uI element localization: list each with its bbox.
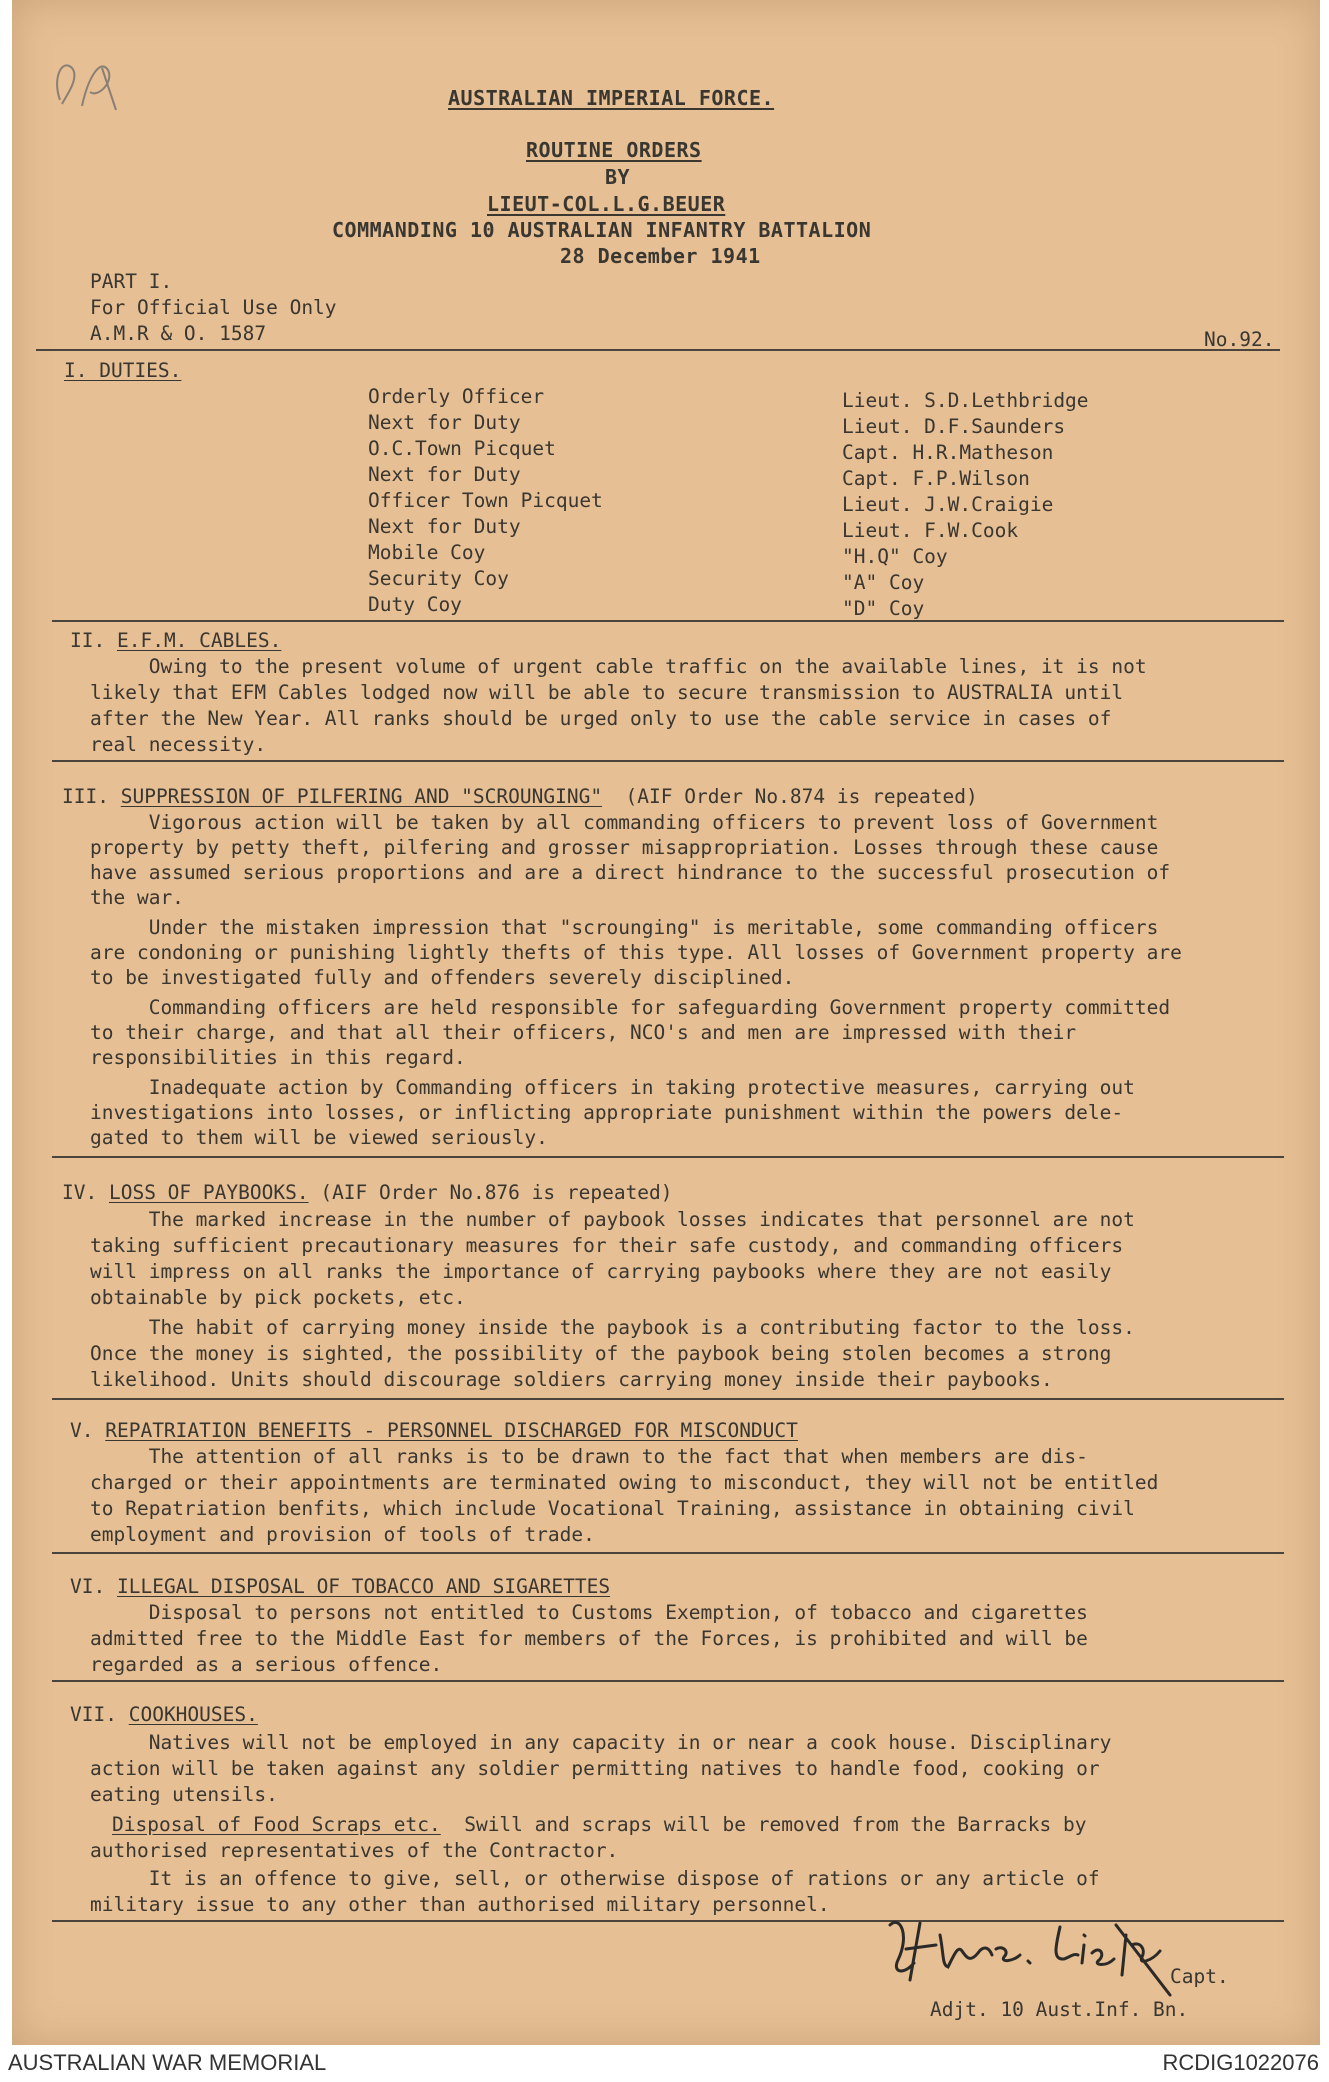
paragraph-line: Owing to the present volume of urgent cable traffic on the available lines, it is not [90,655,1147,678]
section-6-heading: VI. ILLEGAL DISPOSAL OF TOBACCO AND SIGARETTES [70,1575,611,1598]
paragraph-line: It is an offence to give, sell, or otherwise dispose of rations or any article of [90,1867,1100,1890]
signature-title: Adjt. 10 Aust.Inf. Bn. [930,1998,1189,2021]
section-5-heading: V. REPATRIATION BENEFITS - PERSONNEL DISCHARGED FOR MISCONDUCT [70,1419,798,1442]
part-label: PART I. [90,270,173,293]
duty-assignee: Lieut. S.D.Lethbridge [842,389,1089,412]
document-page [12,0,1320,2045]
duty-role: Orderly Officer [368,385,545,408]
paragraph-line: real necessity. [90,733,267,756]
paragraph-line: obtainable by pick pockets, etc. [90,1286,466,1309]
paragraph-line: responsibilities in this regard. [90,1046,466,1069]
duty-role: Mobile Coy [368,541,486,564]
paragraph-line: Once the money is sighted, the possibility of the paybook being stolen becomes a strong [90,1342,1112,1365]
section-7-heading: VII. COOKHOUSES. [70,1703,258,1726]
paragraph-line: action will be taken against any soldier permitting natives to handle food, cooking or [90,1757,1100,1780]
order-number: No.92. [1204,328,1275,351]
paragraph-line: investigations into losses, or inflicting appropriate punishment within the powers dele- [90,1101,1124,1124]
divider [52,1552,1284,1554]
section-3-heading: III. SUPPRESSION OF PILFERING AND "SCROUNGING" (AIF Order No.874 is repeated) [62,785,978,808]
divider [52,1398,1284,1400]
handwritten-signature-icon [870,1905,1200,2000]
duties-heading: I. DUTIES. [64,359,182,382]
divider [52,760,1284,762]
reference-number: A.M.R & O. 1587 [90,322,267,345]
paragraph-line: charged or their appointments are terminated owing to misconduct, they will not be entitled [90,1471,1159,1494]
duty-role: Security Coy [368,567,509,590]
paragraph-line: authorised representatives of the Contractor. [90,1839,619,1862]
paragraph-line: gated to them will be viewed seriously. [90,1126,548,1149]
duty-assignee: "D" Coy [842,597,925,620]
duty-assignee: "H.Q" Coy [842,545,948,568]
duty-assignee: Lieut. D.F.Saunders [842,415,1066,438]
force-heading: AUSTRALIAN IMPERIAL FORCE. [448,86,775,110]
paragraph-line: are condoning or punishing lightly thefts of this type. All losses of Government property are [90,941,1182,964]
divider [52,620,1284,622]
section-4-heading: IV. LOSS OF PAYBOOKS. (AIF Order No.876 is repeated) [62,1181,673,1204]
paragraph-line: to be investigated fully and offenders severely disciplined. [90,966,795,989]
footer-right: RCDIG1022076 [1162,2050,1319,2075]
duty-role: Next for Duty [368,411,521,434]
duty-role: Duty Coy [368,593,462,616]
title-by: BY [605,165,631,189]
paragraph-line: to Repatriation benfits, which include Vocational Training, assistance in obtaining civil [90,1497,1135,1520]
paragraph-line: the war. [90,886,184,909]
section-2-heading: II. E.F.M. CABLES. [70,629,282,652]
paragraph-line: likely that EFM Cables lodged now will be able to secure transmission to AUSTRALIA until [90,681,1124,704]
paragraph-line: will impress on all ranks the importance of carrying paybooks where they are not easily [90,1260,1112,1283]
duty-role: O.C.Town Picquet [368,437,556,460]
paragraph-line: Vigorous action will be taken by all commanding officers to prevent loss of Government [90,811,1159,834]
duty-role: Next for Duty [368,463,521,486]
duty-role: Next for Duty [368,515,521,538]
divider [52,1156,1284,1158]
paragraph-line: The habit of carrying money inside the paybook is a contributing factor to the loss. [90,1316,1135,1339]
paragraph-line: property by petty theft, pilfering and grosser misappropriation. Losses through these cause [90,836,1159,859]
signature-rank: Capt. [1170,1965,1229,1988]
paragraph-line: taking sufficient precautionary measures for their safe custody, and commanding officers [90,1234,1124,1257]
divider [52,1680,1284,1682]
paragraph-line: Natives will not be employed in any capacity in or near a cook house. Disciplinary [90,1731,1112,1754]
paragraph-line: The marked increase in the number of paybook losses indicates that personnel are not [90,1208,1135,1231]
paragraph-line: after the New Year. All ranks should be urged only to use the cable service in cases of [90,707,1112,730]
paragraph-line: to their charge, and that all their officers, NCO's and men are impressed with their [90,1021,1077,1044]
paragraph-line: regarded as a serious offence. [90,1653,443,1676]
subsection-label: Disposal of Food Scraps etc. [112,1813,441,1836]
paragraph-line: military issue to any other than authorised military personnel. [90,1893,830,1916]
duty-role: Officer Town Picquet [368,489,603,512]
duty-assignee: Capt. H.R.Matheson [842,441,1054,464]
paragraph-line: likelihood. Units should discourage soldiers carrying money inside their paybooks. [90,1368,1053,1391]
order-date: 28 December 1941 [560,244,761,268]
paragraph-line: Disposal to persons not entitled to Customs Exemption, of tobacco and cigarettes [90,1601,1088,1624]
paragraph-line: admitted free to the Middle East for members of the Forces, is prohibited and will be [90,1627,1088,1650]
paragraph-line: Under the mistaken impression that "scrounging" is meritable, some commanding officers [90,916,1159,939]
paragraph-line: employment and provision of tools of trade. [90,1523,595,1546]
footer-left: AUSTRALIAN WAR MEMORIAL [8,2050,327,2075]
commander-name: LIEUT-COL.L.G.BEUER [487,192,726,216]
document-title: ROUTINE ORDERS [526,138,702,162]
paragraph-line: eating utensils. [90,1783,278,1806]
paragraph-line: have assumed serious proportions and are a direct hindrance to the successful prosecution of [90,861,1171,884]
duty-assignee: Lieut. F.W.Cook [842,519,1019,542]
divider [36,349,1280,351]
duty-assignee: "A" Coy [842,571,925,594]
unit-name: COMMANDING 10 AUSTRALIAN INFANTRY BATTALION [332,218,872,242]
subsection-line: Disposal of Food Scraps etc. Swill and scraps will be removed from the Barracks by [112,1813,1087,1836]
pencil-mark-icon [42,48,132,118]
duty-assignee: Lieut. J.W.Craigie [842,493,1054,516]
paragraph-line: Inadequate action by Commanding officers in taking protective measures, carrying out [90,1076,1135,1099]
paragraph-line: The attention of all ranks is to be drawn to the fact that when members are dis- [90,1445,1088,1468]
paragraph-line: Commanding officers are held responsible for safeguarding Government property committed [90,996,1171,1019]
duty-assignee: Capt. F.P.Wilson [842,467,1030,490]
classification: For Official Use Only [90,296,337,319]
